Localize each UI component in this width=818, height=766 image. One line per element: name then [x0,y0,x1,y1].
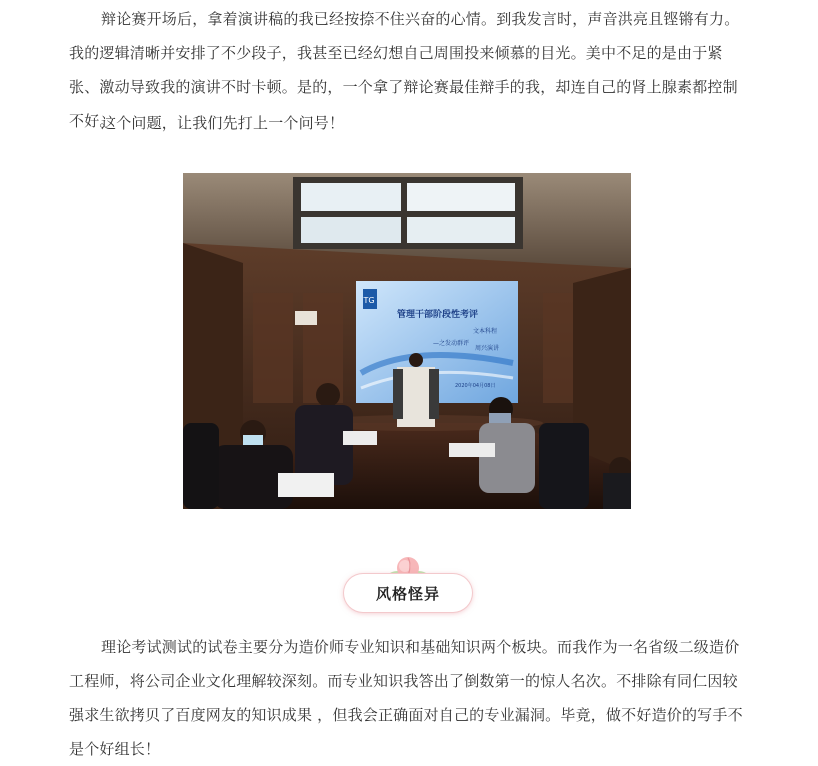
screen-line2: 周兴演讲 [475,345,500,352]
paragraph-debate: 辩论赛开场后，拿着演讲稿的我已经按捺不住兴奋的心情。到我发言时，声音洪亮且铿锵有力。我的逻辑清晰并安排了不少段子，我甚至已经幻想自己周围投来倾慕的目光。美中不足的是由于紧张、激动导致我的演讲不时卡顿。是的，一个拿了辩论赛最佳辩手的我，却连自己的肾上腺素都控制不好。 [69,10,740,130]
meeting-photo [183,173,631,509]
paragraph-exam: 理论考试测试的试卷主要分为造价师专业知识和基础知识两个板块。而我作为一名省级二级造价工程师，将公司企业文化理解较深刻。而专业知识我答出了倒数第一的惊人名次。不排除有同仁因较强求生欲拷贝了百度网友的知识成果 ，但我会正确面对自己的专业漏洞。毕竟，做不好造价的写手不是个好组长！ [69,638,743,758]
paragraph-question: 这个问题，让我们先打上一个问号！ [101,114,345,132]
screen-title: 管理干部阶段性考评 [397,310,479,320]
section-title-badge [344,574,472,612]
screen-line1: 文本科程 [473,328,498,335]
screen-date: 2020年04月08日 [455,383,496,389]
section-title: 风格怪异 [375,584,440,603]
screen-subtitle: —之发动群评 [433,340,470,347]
screen-logo: TG [363,296,375,305]
